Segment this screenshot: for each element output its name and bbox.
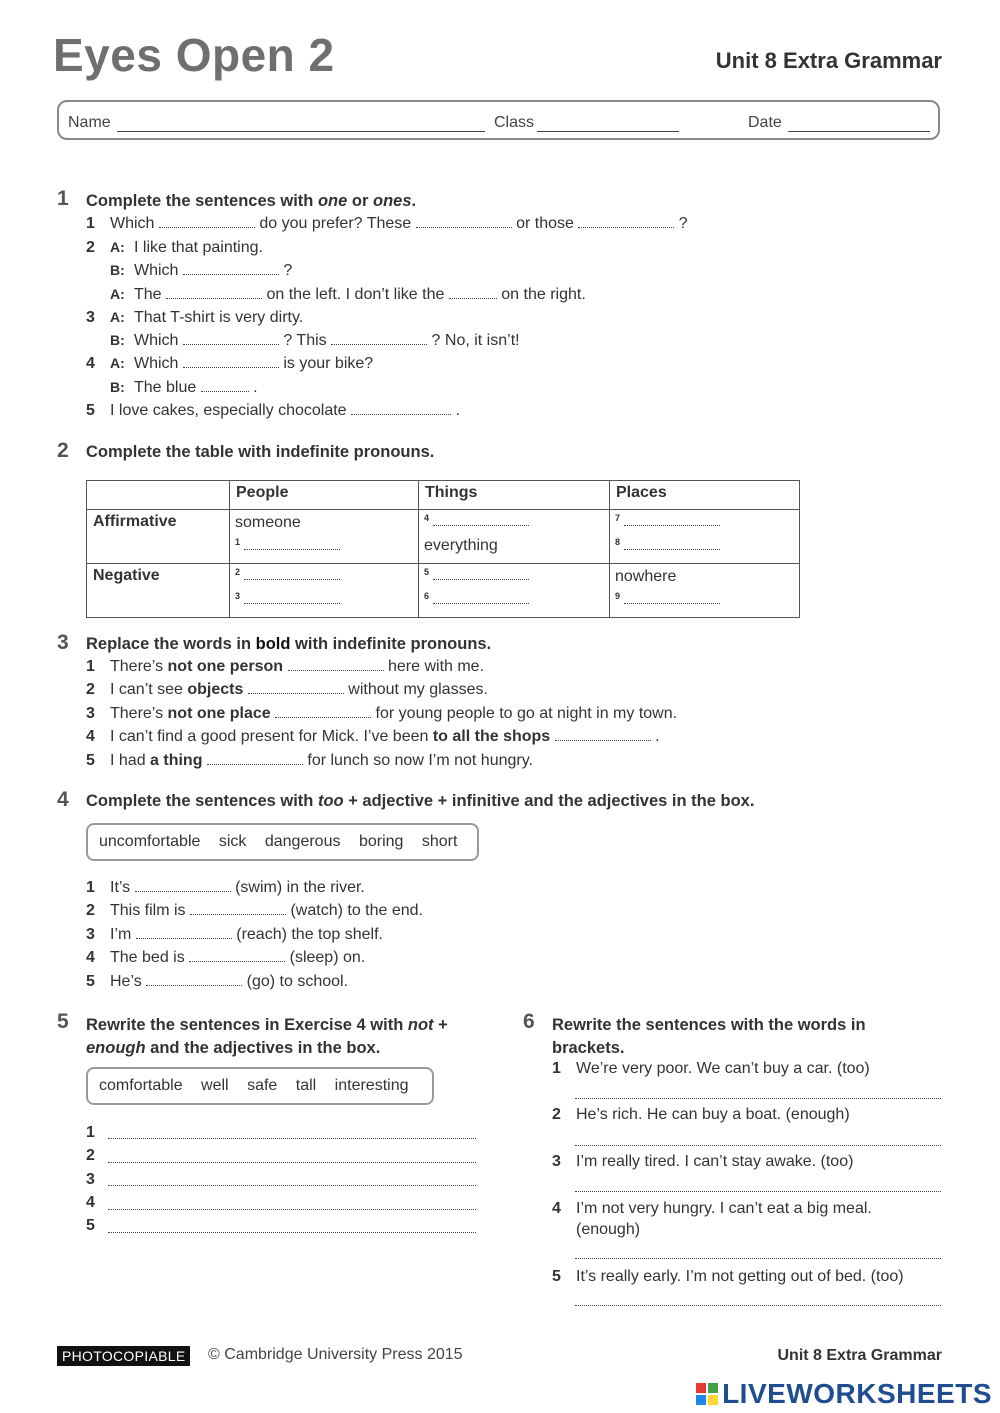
cell-negative-people: $^2$ $^3$ bbox=[230, 564, 419, 618]
row-label-affirmative: Affirmative bbox=[87, 510, 230, 564]
gap[interactable] bbox=[189, 949, 285, 962]
gap[interactable] bbox=[207, 752, 303, 765]
ex5-answer-line-1[interactable] bbox=[108, 1138, 476, 1139]
ex6-answer-line-5[interactable] bbox=[575, 1305, 941, 1306]
gap[interactable] bbox=[433, 567, 529, 580]
box-word: interesting bbox=[334, 1077, 409, 1094]
cell-negative-things: $^5$ $^6$ bbox=[419, 564, 610, 618]
ex6-answer-line-3[interactable] bbox=[575, 1191, 941, 1192]
ex4-item-2: 2 This film is (watch) to the end. bbox=[86, 902, 423, 919]
class-label: Class bbox=[494, 114, 535, 131]
gap[interactable] bbox=[624, 513, 720, 526]
gap[interactable] bbox=[244, 591, 340, 604]
gap[interactable] bbox=[624, 591, 720, 604]
table-header-things: Things bbox=[419, 481, 610, 510]
ex3-item-3: 3 There’s not one place for young people to go at night in my town. bbox=[86, 705, 678, 722]
name-field[interactable] bbox=[117, 131, 485, 132]
exercise-3-number: 3 bbox=[57, 631, 69, 654]
ex6-answer-line-1[interactable] bbox=[575, 1098, 941, 1099]
value-nowhere: nowhere bbox=[615, 568, 677, 585]
ex5-answer-line-4[interactable] bbox=[108, 1209, 476, 1210]
table-header-empty bbox=[87, 481, 230, 510]
ex3-item-2: 2 I can’t see objects without my glasses. bbox=[86, 681, 488, 698]
gap[interactable] bbox=[244, 537, 340, 550]
ex6-item-2: 2 He’s rich. He can buy a boat. (enough) bbox=[552, 1106, 850, 1123]
cell-negative-places: nowhere $^9$ bbox=[610, 564, 800, 618]
gap[interactable] bbox=[288, 658, 384, 671]
ex1-item-1: 1 Which do you prefer? These or those ? bbox=[86, 215, 688, 232]
box-word: safe bbox=[247, 1077, 278, 1094]
liveworksheets-logo-icon bbox=[696, 1383, 718, 1405]
gap[interactable] bbox=[433, 591, 529, 604]
ex3-item-1: 1 There’s not one person here with me. bbox=[86, 658, 485, 675]
ex5-answer-line-5[interactable] bbox=[108, 1232, 476, 1233]
footer-unit: Unit 8 Extra Grammar bbox=[777, 1347, 942, 1364]
ex4-item-5: 5 He’s (go) to school. bbox=[86, 973, 349, 990]
ex6-item-5: 5 It’s really early. I’m not getting out of bed. (too) bbox=[552, 1268, 904, 1285]
gap[interactable] bbox=[351, 402, 451, 415]
ex5-answer-line-3[interactable] bbox=[108, 1185, 476, 1186]
gap[interactable] bbox=[136, 926, 232, 939]
box-word: boring bbox=[358, 833, 404, 850]
ex1-item-2c: A: The on the left. I don’t like the on the right. bbox=[110, 286, 586, 303]
ex5-num-4: 4 bbox=[86, 1194, 95, 1211]
gap[interactable] bbox=[190, 902, 286, 915]
ex1-item-3a: 3 A: That T-shirt is very dirty. bbox=[86, 309, 304, 326]
liveworksheets-watermark[interactable] bbox=[696, 1378, 992, 1410]
exercise-1-heading: Complete the sentences with one or ones. bbox=[86, 192, 417, 210]
gap[interactable] bbox=[183, 262, 279, 275]
ex1-item-3b: B: Which ? This ? No, it isn’t! bbox=[110, 332, 520, 349]
exercise-2-number: 2 bbox=[57, 439, 69, 462]
value-everything: everything bbox=[424, 537, 498, 554]
gap[interactable] bbox=[578, 215, 674, 228]
ex1-item-2b: B: Which ? bbox=[110, 262, 293, 279]
ex4-item-3: 3 I’m (reach) the top shelf. bbox=[86, 926, 383, 943]
gap[interactable] bbox=[201, 379, 249, 392]
exercise-1-number: 1 bbox=[57, 187, 69, 210]
gap[interactable] bbox=[183, 355, 279, 368]
table-header-people: People bbox=[230, 481, 419, 510]
value-someone: someone bbox=[235, 514, 301, 531]
logo-square bbox=[696, 1383, 706, 1393]
exercise-4-heading: Complete the sentences with too + adjective + infinitive and the adjectives in the box. bbox=[86, 792, 755, 810]
cell-affirmative-things: $^4$ everything bbox=[419, 510, 610, 564]
box-word: tall bbox=[295, 1077, 317, 1094]
logo-square bbox=[696, 1395, 706, 1405]
ex5-word-box bbox=[86, 1067, 434, 1105]
ex6-item-4-cont: (enough) bbox=[576, 1221, 641, 1238]
unit-heading: Unit 8 Extra Grammar bbox=[715, 48, 942, 73]
ex1-item-5: 5 I love cakes, especially chocolate . bbox=[86, 402, 460, 419]
gap[interactable] bbox=[331, 332, 427, 345]
exercise-6-number: 6 bbox=[523, 1010, 535, 1033]
ex6-item-4: 4 I’m not very hungry. I can’t eat a big meal. bbox=[552, 1200, 872, 1217]
box-word: well bbox=[201, 1077, 229, 1094]
row-label-negative: Negative bbox=[87, 564, 230, 618]
photocopiable-label: PHOTOCOPIABLE bbox=[57, 1346, 190, 1366]
gap[interactable] bbox=[146, 973, 242, 986]
exercise-2-heading: Complete the table with indefinite pronouns. bbox=[86, 443, 435, 461]
cell-affirmative-places: $^7$ $^8$ bbox=[610, 510, 800, 564]
ex6-answer-line-2[interactable] bbox=[575, 1145, 941, 1146]
ex5-num-5: 5 bbox=[86, 1217, 95, 1234]
ex5-num-1: 1 bbox=[86, 1124, 95, 1141]
gap[interactable] bbox=[416, 215, 512, 228]
ex5-num-2: 2 bbox=[86, 1147, 95, 1164]
gap[interactable] bbox=[449, 286, 497, 299]
date-field[interactable] bbox=[788, 131, 930, 132]
logo-square bbox=[708, 1383, 718, 1393]
exercise-4-number: 4 bbox=[57, 788, 69, 811]
gap[interactable] bbox=[135, 879, 231, 892]
exercise-5-number: 5 bbox=[57, 1010, 69, 1033]
name-label: Name bbox=[68, 114, 111, 131]
gap[interactable] bbox=[244, 567, 340, 580]
worksheet-title: Eyes Open 2 bbox=[53, 29, 335, 81]
logo-square bbox=[708, 1395, 718, 1405]
gap[interactable] bbox=[159, 215, 255, 228]
liveworksheets-text: LIVEWORKSHEETS bbox=[722, 1378, 992, 1409]
gap[interactable] bbox=[183, 332, 279, 345]
ex1-item-2a: 2 A: I like that painting. bbox=[86, 239, 263, 256]
class-field[interactable] bbox=[537, 131, 679, 132]
table-header-places: Places bbox=[610, 481, 800, 510]
box-word: short bbox=[421, 833, 458, 850]
name-class-date-box bbox=[57, 100, 940, 140]
gap[interactable] bbox=[624, 537, 720, 550]
ex4-item-1: 1 It’s (swim) in the river. bbox=[86, 879, 365, 896]
gap[interactable] bbox=[433, 513, 529, 526]
gap[interactable] bbox=[248, 681, 344, 694]
ex4-item-4: 4 The bed is (sleep) on. bbox=[86, 949, 366, 966]
cell-affirmative-people: someone $^1$ bbox=[230, 510, 419, 564]
exercise-5-heading: Rewrite the sentences in Exercise 4 with not + enough and the adjectives in the box. bbox=[86, 1016, 448, 1057]
ex5-answer-line-2[interactable] bbox=[108, 1162, 476, 1163]
ex1-item-4a: 4 A: Which is your bike? bbox=[86, 355, 374, 372]
exercise-6-heading: Rewrite the sentences with the words in brackets. bbox=[552, 1016, 866, 1057]
ex4-word-box bbox=[86, 823, 479, 861]
gap[interactable] bbox=[555, 728, 651, 741]
pronoun-table bbox=[86, 480, 800, 618]
box-word: uncomfortable bbox=[99, 833, 201, 850]
ex5-num-3: 3 bbox=[86, 1171, 95, 1188]
box-word: sick bbox=[218, 833, 247, 850]
box-word: dangerous bbox=[264, 833, 341, 850]
box-word: comfortable bbox=[99, 1077, 183, 1094]
ex6-item-3: 3 I’m really tired. I can’t stay awake. (too) bbox=[552, 1153, 854, 1170]
ex6-answer-line-4[interactable] bbox=[575, 1258, 941, 1259]
copyright-text: © Cambridge University Press 2015 bbox=[208, 1346, 463, 1363]
gap[interactable] bbox=[166, 286, 262, 299]
ex6-item-1: 1 We’re very poor. We can’t buy a car. (too) bbox=[552, 1060, 870, 1077]
exercise-3-heading: Replace the words in bold with indefinite pronouns. bbox=[86, 635, 492, 653]
gap[interactable] bbox=[275, 705, 371, 718]
ex3-item-5: 5 I had a thing for lunch so now I’m not hungry. bbox=[86, 752, 533, 769]
ex1-item-4b: B: The blue . bbox=[110, 379, 258, 396]
ex3-item-4: 4 I can’t find a good present for Mick. I’ve been to all the shops . bbox=[86, 728, 660, 745]
date-label: Date bbox=[748, 114, 782, 131]
